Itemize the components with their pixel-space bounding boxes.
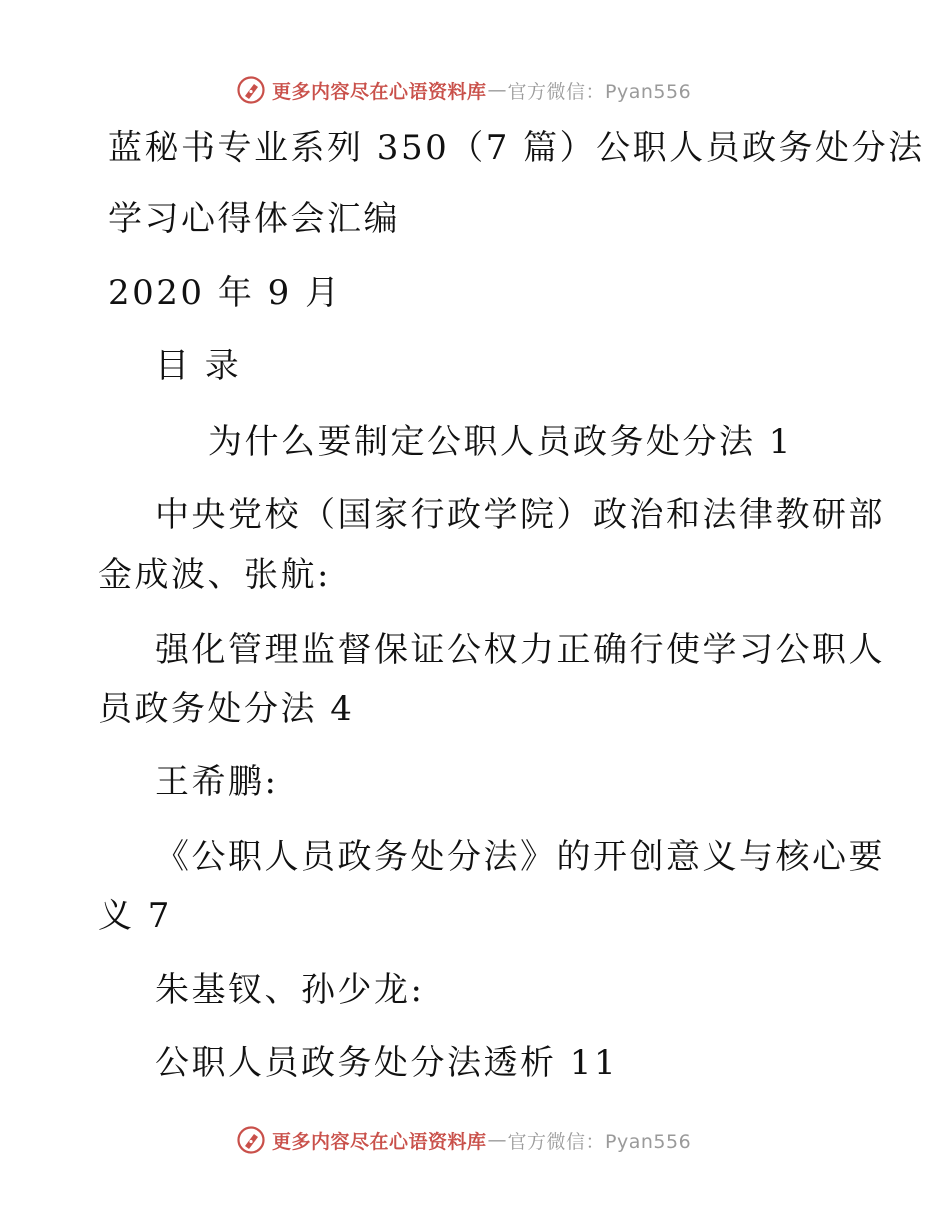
header-watermark	[236, 74, 691, 106]
watermark-dash: —	[487, 1129, 507, 1151]
toc-author-1-line-1: 中央党校（国家行政学院）政治和法律教研部	[155, 495, 885, 535]
pen-nib-circle-icon	[236, 75, 266, 105]
toc-entry-3-line-2: 义 7	[98, 896, 172, 936]
watermark-dash: —	[487, 79, 507, 101]
footer-watermark	[236, 1124, 691, 1156]
watermark-contact-text: 官方微信：Pyan556	[507, 1130, 692, 1153]
pen-nib-circle-icon	[236, 1125, 266, 1155]
toc-entry-3-line-1: 《公职人员政务处分法》的开创意义与核心要	[155, 837, 885, 877]
document-date: 2020 年 9 月	[108, 273, 342, 313]
document-title-line-1: 蓝秘书专业系列 350（7 篇）公职人员政务处分法	[108, 128, 925, 168]
toc-author-1-line-2: 金成波、张航:	[98, 555, 331, 595]
toc-heading: 目 录	[155, 346, 242, 386]
toc-author-3: 朱基钗、孙少龙:	[155, 970, 425, 1010]
watermark-site-text: 更多内容尽在心语资料库	[272, 1130, 487, 1153]
toc-entry-4: 公职人员政务处分法透析 11	[155, 1043, 619, 1083]
toc-entry-1: 为什么要制定公职人员政务处分法 1	[208, 422, 793, 462]
document-title-line-2: 学习心得体会汇编	[108, 199, 400, 239]
toc-entry-2-line-1: 强化管理监督保证公权力正确行使学习公职人	[155, 630, 885, 670]
toc-entry-2-line-2: 员政务处分法 4	[98, 689, 355, 729]
watermark-site-text: 更多内容尽在心语资料库	[272, 80, 487, 103]
watermark-contact-text: 官方微信：Pyan556	[507, 80, 692, 103]
toc-author-2: 王希鹏:	[155, 762, 279, 802]
